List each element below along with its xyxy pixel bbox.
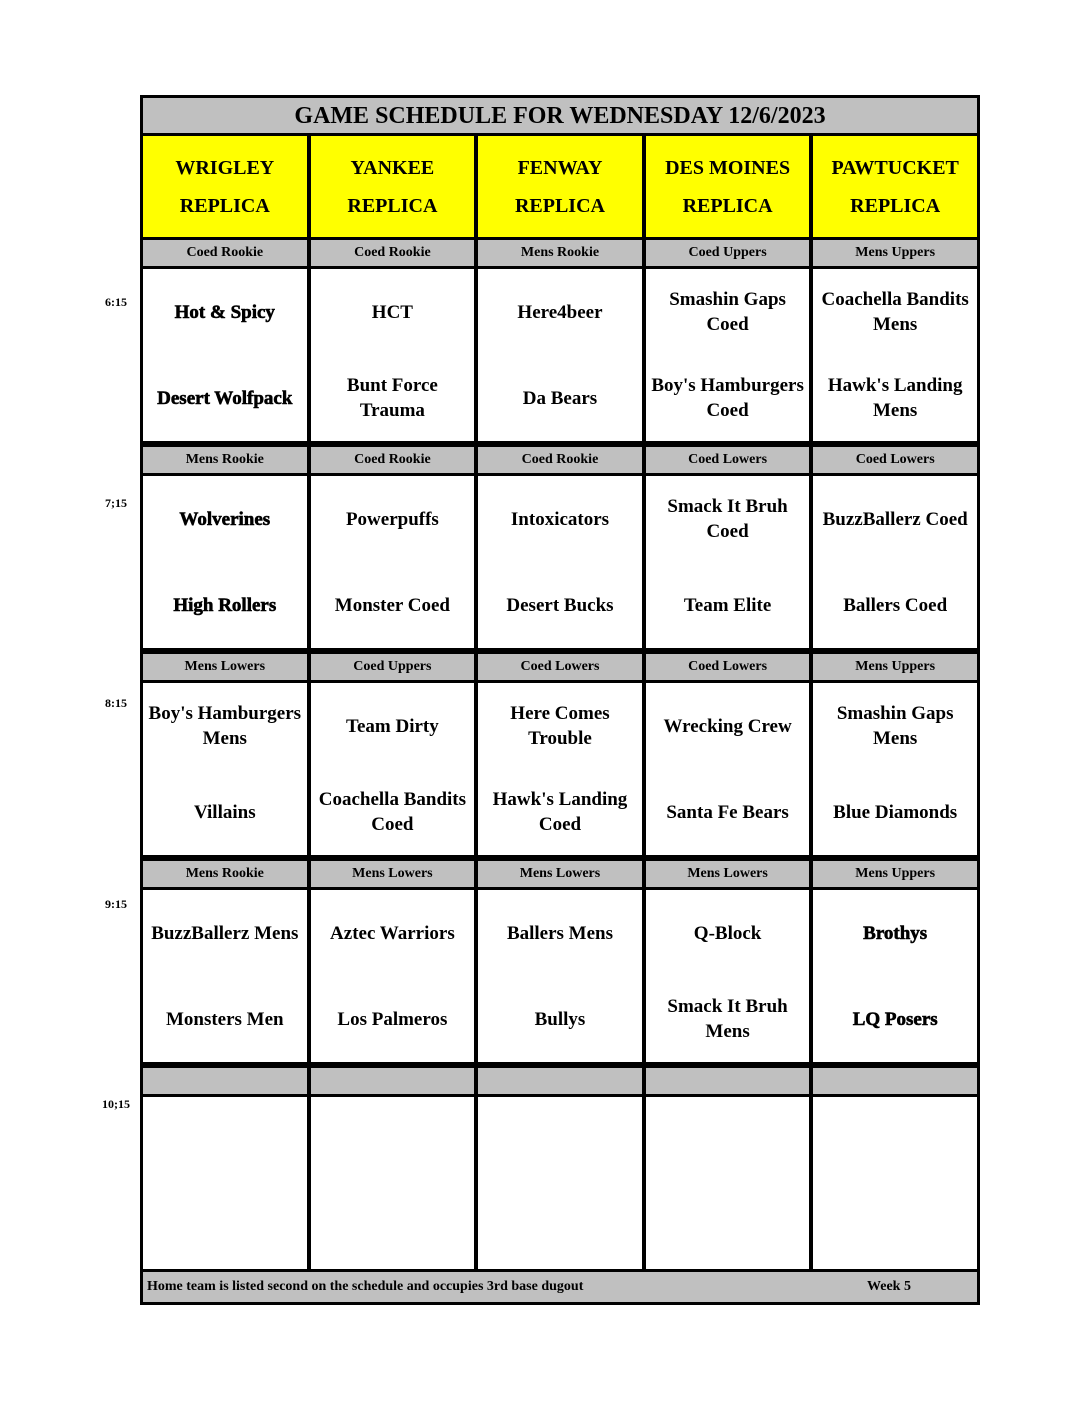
home-team: LQ Posers [852, 1008, 938, 1030]
game-cell [478, 683, 646, 855]
field-sub: REPLICA [347, 194, 438, 217]
time-label: 7;15 [105, 496, 127, 510]
away-team: Here Comes Trouble [510, 703, 610, 749]
schedule-title: GAME SCHEDULE FOR WEDNESDAY 12/6/2023 [143, 98, 977, 136]
home-team: Hawk's Landing Coed [492, 789, 628, 835]
away-team: Here4beer [517, 301, 603, 323]
home-team: Coachella Bandits Coed [318, 789, 467, 835]
division-label: Coed Rookie [143, 240, 311, 266]
time-label: 10;15 [102, 1097, 130, 1111]
division-label [478, 1068, 646, 1094]
away-team: Powerpuffs [345, 508, 439, 530]
game-cell [311, 1097, 479, 1269]
game-cell [646, 683, 814, 855]
game-row [143, 890, 977, 1065]
home-team: Desert Bucks [506, 594, 614, 616]
game-cell [813, 683, 977, 855]
division-label: Coed Rookie [311, 240, 479, 266]
division-label: Coed Lowers [646, 447, 814, 473]
division-row [143, 240, 977, 269]
game-slots [143, 240, 977, 1272]
division-label [311, 1068, 479, 1094]
time-label: 6:15 [105, 295, 127, 309]
division-label: Mens Lowers [143, 654, 311, 680]
away-team: Coachella Bandits Mens [821, 289, 969, 335]
division-row [143, 1065, 977, 1097]
field-name: DES MOINES [665, 156, 791, 179]
home-team [893, 1183, 897, 1269]
home-team: Smack It Bruh Mens [667, 996, 788, 1042]
home-team: Hawk's Landing Mens [827, 375, 963, 421]
division-label [813, 1068, 977, 1094]
division-label: Mens Lowers [311, 861, 479, 887]
away-team [223, 1097, 227, 1183]
away-team: Boy's Hamburgers Mens [148, 703, 302, 749]
division-label: Mens Rookie [478, 240, 646, 266]
game-row [143, 269, 977, 444]
away-team [726, 1097, 730, 1183]
game-cell [311, 683, 479, 855]
game-cell [646, 269, 814, 441]
game-cell [813, 476, 977, 648]
game-cell [813, 269, 977, 441]
game-cell [143, 476, 311, 648]
home-team [223, 1183, 227, 1269]
home-team: Boy's Hamburgers Coed [651, 375, 804, 421]
home-team: Monster Coed [334, 594, 450, 616]
game-cell [646, 1097, 814, 1269]
game-row [143, 476, 977, 651]
division-label [143, 1068, 311, 1094]
game-cell [143, 890, 311, 1062]
away-team [558, 1097, 562, 1183]
division-label: Mens Uppers [855, 659, 936, 674]
game-cell [813, 890, 977, 1062]
time-label: 9:15 [105, 897, 127, 911]
field-sub: REPLICA [514, 194, 605, 217]
division-label: Coed Rookie [478, 447, 646, 473]
away-team: HCT [371, 301, 413, 323]
away-team: Smack It Bruh Coed [667, 496, 788, 542]
home-team: Los Palmeros [337, 1008, 448, 1030]
division-label: Coed Lowers [646, 654, 814, 680]
home-team: Bullys [534, 1008, 586, 1030]
away-team: BuzzBallerz Mens [151, 922, 299, 944]
game-cell [646, 476, 814, 648]
division-label: Mens Uppers [855, 866, 936, 881]
division-label: Coed Uppers [646, 240, 814, 266]
home-team [726, 1183, 730, 1269]
away-team: Smashin Gaps Mens [836, 703, 954, 749]
home-team: Villains [194, 801, 256, 823]
game-cell [478, 269, 646, 441]
division-label: Coed Uppers [311, 654, 479, 680]
game-cell [478, 890, 646, 1062]
home-team: Ballers Coed [843, 594, 948, 616]
schedule-sheet [140, 95, 980, 1305]
game-cell [646, 890, 814, 1062]
field-name: WRIGLEY [175, 156, 275, 179]
division-label: Mens Rookie [143, 861, 311, 887]
away-team: Aztec Warriors [330, 922, 455, 944]
home-team: Blue Diamonds [833, 801, 958, 823]
field-header-yankee [311, 136, 479, 237]
division-row [143, 651, 977, 683]
game-cell [813, 1097, 977, 1269]
field-name: FENWAY [517, 156, 603, 179]
game-cell [143, 683, 311, 855]
field-sub: REPLICA [850, 194, 941, 217]
game-cell [143, 269, 311, 441]
game-cell [311, 269, 479, 441]
division-row [143, 444, 977, 476]
home-team: Team Elite [683, 594, 772, 616]
division-label: Mens Uppers [855, 245, 936, 260]
game-cell [143, 1097, 311, 1269]
field-sub: REPLICA [682, 194, 773, 217]
division-label: Coed Lowers [855, 452, 935, 467]
away-team [893, 1097, 897, 1183]
field-sub: REPLICA [179, 194, 270, 217]
game-cell [478, 1097, 646, 1269]
division-label: Coed Rookie [311, 447, 479, 473]
footer [143, 1272, 977, 1302]
field-header-wrigley [143, 136, 311, 237]
game-row [143, 1097, 977, 1272]
field-name: PAWTUCKET [831, 156, 959, 179]
division-label: Mens Lowers [646, 861, 814, 887]
away-team [390, 1097, 394, 1183]
away-team: Q-Block [693, 922, 762, 944]
away-team: Wrecking Crew [663, 715, 792, 737]
week-label: Week 5 [867, 1279, 911, 1294]
away-team: Intoxicators [510, 508, 610, 530]
home-team: High Rollers [173, 594, 277, 616]
home-team: Monsters Men [165, 1008, 284, 1030]
home-team [390, 1183, 394, 1269]
game-cell [311, 476, 479, 648]
away-team: Hot & Spicy [174, 301, 275, 323]
field-header-row [143, 136, 977, 240]
field-name: YANKEE [350, 156, 435, 179]
division-row [143, 858, 977, 890]
away-team: Smashin Gaps Coed [669, 289, 786, 335]
game-cell [311, 890, 479, 1062]
home-team: Bunt Force Trauma [346, 375, 438, 421]
game-row [143, 683, 977, 858]
home-team: Da Bears [522, 387, 598, 409]
division-label: Mens Rookie [143, 447, 311, 473]
away-team: Team Dirty [346, 715, 439, 737]
home-team [558, 1183, 562, 1269]
field-header-fenway [478, 136, 646, 237]
field-header-pawtucket [813, 136, 977, 237]
home-team: Santa Fe Bears [666, 801, 789, 823]
game-cell [478, 476, 646, 648]
footer-note: Home team is listed second on the schedule and occupies 3rd base dugout [147, 1279, 584, 1294]
field-header-des-moines [646, 136, 814, 237]
away-team: Ballers Mens [506, 922, 614, 944]
home-team: Desert Wolfpack [157, 387, 293, 409]
division-label [646, 1068, 814, 1094]
division-label: Coed Lowers [478, 654, 646, 680]
time-label: 8:15 [105, 696, 127, 710]
away-team: BuzzBallerz Coed [822, 508, 968, 530]
division-label: Mens Lowers [478, 861, 646, 887]
away-team: Brothys [863, 922, 928, 944]
away-team: Wolverines [179, 508, 271, 530]
